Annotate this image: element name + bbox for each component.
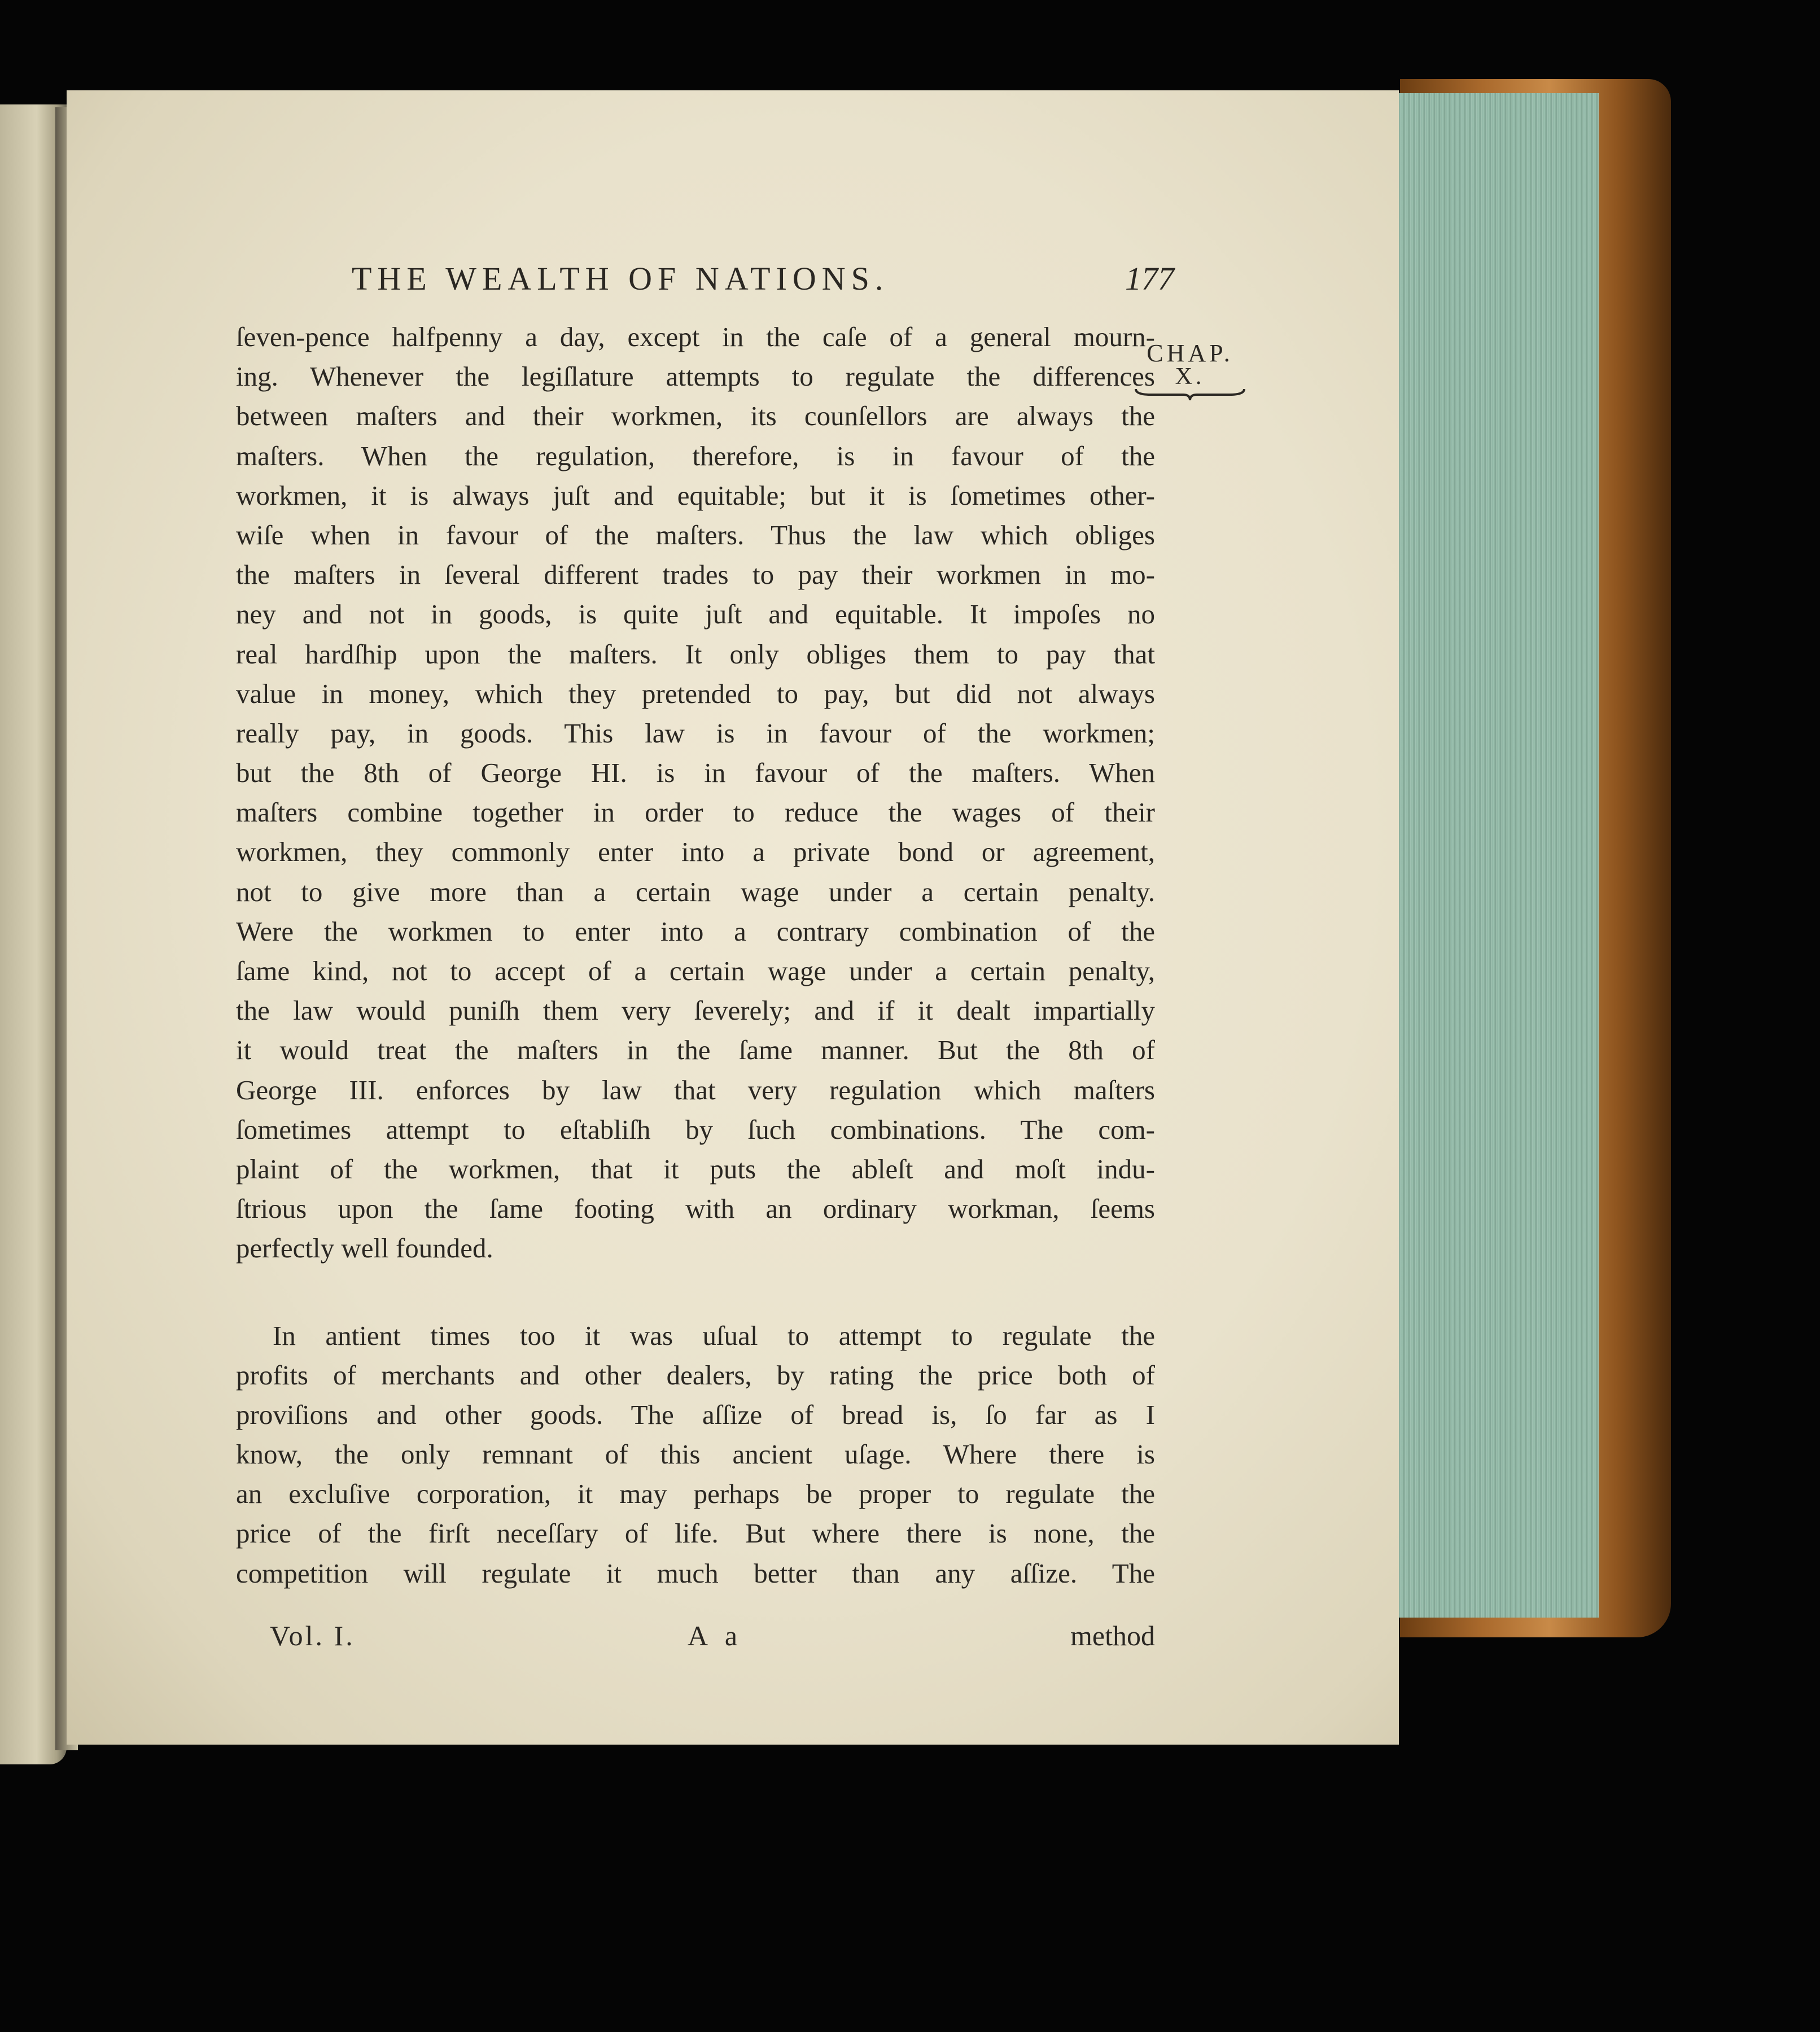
text-line: ing. Whenever the legiſlature attempts to regulate the differences (236, 361, 1155, 392)
signature-mark: A a (688, 1620, 743, 1651)
catchword: method (1070, 1620, 1155, 1651)
text-line: but the 8th of George HI. is in favour of the maſters. When (236, 757, 1155, 789)
text-line: an excluſive corporation, it may perhaps be proper to regulate the (236, 1478, 1155, 1510)
text-line: profits of merchants and other dealers, by rating the price both of (236, 1359, 1155, 1391)
text-line: know, the only remnant of this ancient uſage. Where there is (236, 1439, 1155, 1470)
text-line: ſometimes attempt to eſtabliſh by ſuch combinations. The com- (236, 1113, 1155, 1145)
text-line: price of the firſt neceſſary of life. But where there is none, the (236, 1518, 1155, 1549)
page-footer (270, 1619, 1155, 1659)
text-line: perfectly well founded. (236, 1233, 493, 1264)
text-line: ſeven-pence halfpenny a day, except in the caſe of a general mourn- (236, 321, 1155, 352)
text-line: proviſions and other goods. The aſſize of bread is, ſo far as I (236, 1399, 1155, 1430)
text-line: workmen, it is always juſt and equitable; but it is ſometimes other- (236, 479, 1155, 511)
paragraph-gap (236, 1269, 1155, 1316)
text-line: George III. enforces by law that very regulation which maſters (236, 1074, 1155, 1105)
text-line: real hardſhip upon the maſters. It only obliges them to pay that (236, 638, 1155, 670)
book-page (67, 90, 1399, 1745)
text-line: wiſe when in favour of the maſters. Thus the law which obliges (236, 519, 1155, 550)
body-text (236, 317, 1155, 1593)
volume-label: Vol. I. (270, 1620, 355, 1651)
text-line: the law would puniſh them very ſeverely; and if it dealt impartially (236, 995, 1155, 1026)
text-line: really pay, in goods. This law is in favour of the workmen; (236, 717, 1155, 749)
text-line: the maſters in ſeveral different trades to pay their workmen in mo- (236, 559, 1155, 591)
text-line: Were the workmen to enter into a contrary combination of the (236, 915, 1155, 947)
text-line: maſters combine together in order to reduce the wages of their (236, 797, 1155, 828)
text-line: competition will regulate it much better than any aſſize. The (236, 1557, 1155, 1589)
running-head (67, 260, 1399, 311)
text-line: workmen, they commonly enter into a private bond or agreement, (236, 836, 1155, 868)
text-line: it would treat the maſters in the ſame manner. But the 8th of (236, 1034, 1155, 1066)
chapter-number: X. (1175, 364, 1205, 390)
text-line: ſame kind, not to accept of a certain wage under a certain penalty, (236, 955, 1155, 986)
text-line: maſters. When the regulation, therefore, is in favour of the (236, 440, 1155, 471)
text-line: between maſters and their workmen, its counſellors are always the (236, 400, 1155, 432)
text-line: not to give more than a certain wage under a certain penalty. (236, 876, 1155, 907)
text-line: In antient times too it was uſual to attempt to regulate the (273, 1319, 1155, 1351)
paragraph-1 (236, 317, 1155, 1269)
running-head-title: THE WEALTH OF NATIONS. (352, 260, 889, 297)
chapter-label: CHAP. (1147, 339, 1233, 367)
text-line: value in money, which they pretended to pay, but did not always (236, 678, 1155, 709)
text-line: ney and not in goods, is quite juſt and equitable. It impoſes no (236, 598, 1155, 630)
page-edges (1394, 93, 1599, 1618)
text-line: ſtrious upon the ſame footing with an ordinary workman, ſeems (236, 1193, 1155, 1225)
paragraph-2 (236, 1316, 1155, 1593)
text-line: plaint of the workmen, that it puts the ableſt and moſt indu- (236, 1153, 1155, 1185)
page-number: 177 (1125, 260, 1174, 297)
